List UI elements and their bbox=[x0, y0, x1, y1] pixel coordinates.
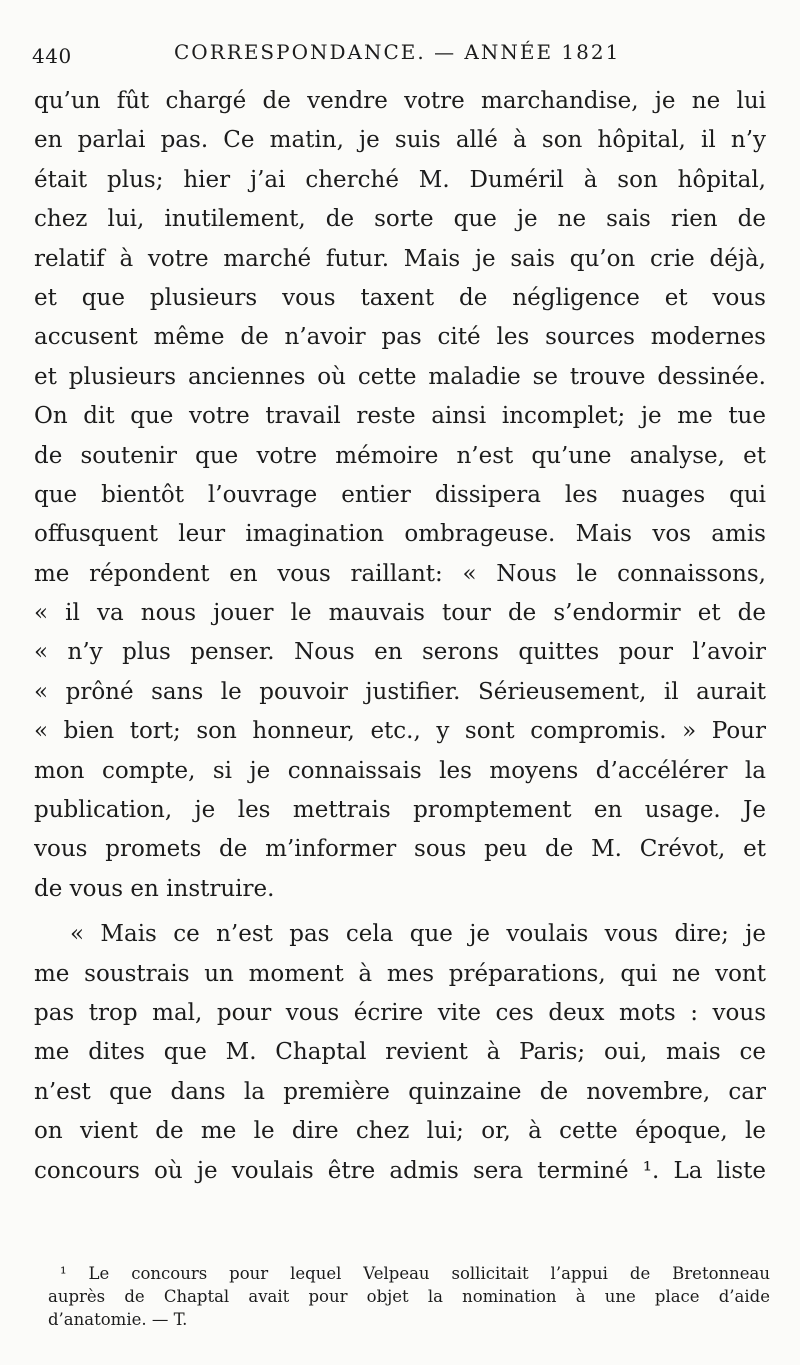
text-line: de vous en instruire. bbox=[34, 875, 275, 902]
text-line: de soutenir que votre mémoire n’est qu’une analyse, et bbox=[34, 442, 766, 469]
text-line: publication, je les mettrais promptement en usage. Je bbox=[34, 797, 766, 824]
footnote-line: ¹ Le concours pour lequel Velpeau sollicitait l’appui de Bretonneau bbox=[60, 1264, 770, 1283]
text-line: relatif à votre marché futur. Mais je sais qu’on crie déjà, bbox=[34, 245, 766, 272]
text-line: me répondent en vous raillant: « Nous le connaissons, bbox=[34, 560, 766, 587]
text-line: On dit que votre travail reste ainsi incomplet; je me tue bbox=[34, 403, 766, 430]
text-line: « Mais ce n’est pas cela que je voulais vous dire; je bbox=[70, 921, 766, 948]
text-line: vous promets de m’informer sous peu de M. Crévot, et bbox=[34, 836, 766, 863]
body-text bbox=[34, 82, 766, 1191]
text-line: me soustrais un moment à mes préparations, qui ne vont bbox=[34, 960, 766, 987]
text-line: et plusieurs anciennes où cette maladie se trouve dessinée. bbox=[34, 363, 766, 390]
text-line: pas trop mal, pour vous écrire vite ces deux mots : vous bbox=[34, 999, 766, 1026]
text-line: concours où je voulais être admis sera terminé ¹. La liste bbox=[34, 1157, 766, 1184]
page-number: 440 bbox=[32, 44, 72, 68]
text-line: n’est que dans la première quinzaine de novembre, car bbox=[34, 1078, 766, 1105]
text-line: qu’un fût chargé de vendre votre marchandise, je ne lui bbox=[34, 88, 766, 114]
text-line: offusquent leur imagination ombrageuse. Mais vos amis bbox=[34, 521, 766, 548]
text-line: que bientôt l’ouvrage entier dissipera les nuages qui bbox=[34, 481, 766, 508]
footnotes bbox=[48, 1262, 770, 1331]
text-line: accusent même de n’avoir pas cité les sources modernes bbox=[34, 324, 766, 351]
text-line: « bien tort; son honneur, etc., y sont compromis. » Pour bbox=[34, 718, 766, 745]
running-title: CORRESPONDANCE. — ANNÉE 1821 bbox=[174, 40, 621, 64]
footnote-line: d’anatomie. — T. bbox=[48, 1310, 188, 1329]
text-line: « prôné sans le pouvoir justifier. Sérieusement, il aurait bbox=[34, 678, 766, 705]
text-line: était plus; hier j’ai cherché M. Duméril à son hôpital, bbox=[34, 166, 766, 193]
text-line: on vient de me le dire chez lui; or, à cette époque, le bbox=[34, 1118, 766, 1145]
text-line: mon compte, si je connaissais les moyens d’accélérer la bbox=[34, 757, 766, 784]
text-line: chez lui, inutilement, de sorte que je ne sais rien de bbox=[34, 206, 766, 233]
text-line: « il va nous jouer le mauvais tour de s’endormir et de bbox=[34, 600, 766, 627]
text-line: me dites que M. Chaptal revient à Paris; oui, mais ce bbox=[34, 1039, 766, 1066]
running-head bbox=[32, 36, 772, 76]
footnote-line: auprès de Chaptal avait pour objet la nomination à une place d’aide bbox=[48, 1287, 770, 1306]
text-line: et que plusieurs vous taxent de négligence et vous bbox=[34, 284, 766, 311]
text-line: « n’y plus penser. Nous en serons quittes pour l’avoir bbox=[34, 639, 766, 666]
text-line: en parlai pas. Ce matin, je suis allé à son hôpital, il n’y bbox=[34, 127, 766, 154]
